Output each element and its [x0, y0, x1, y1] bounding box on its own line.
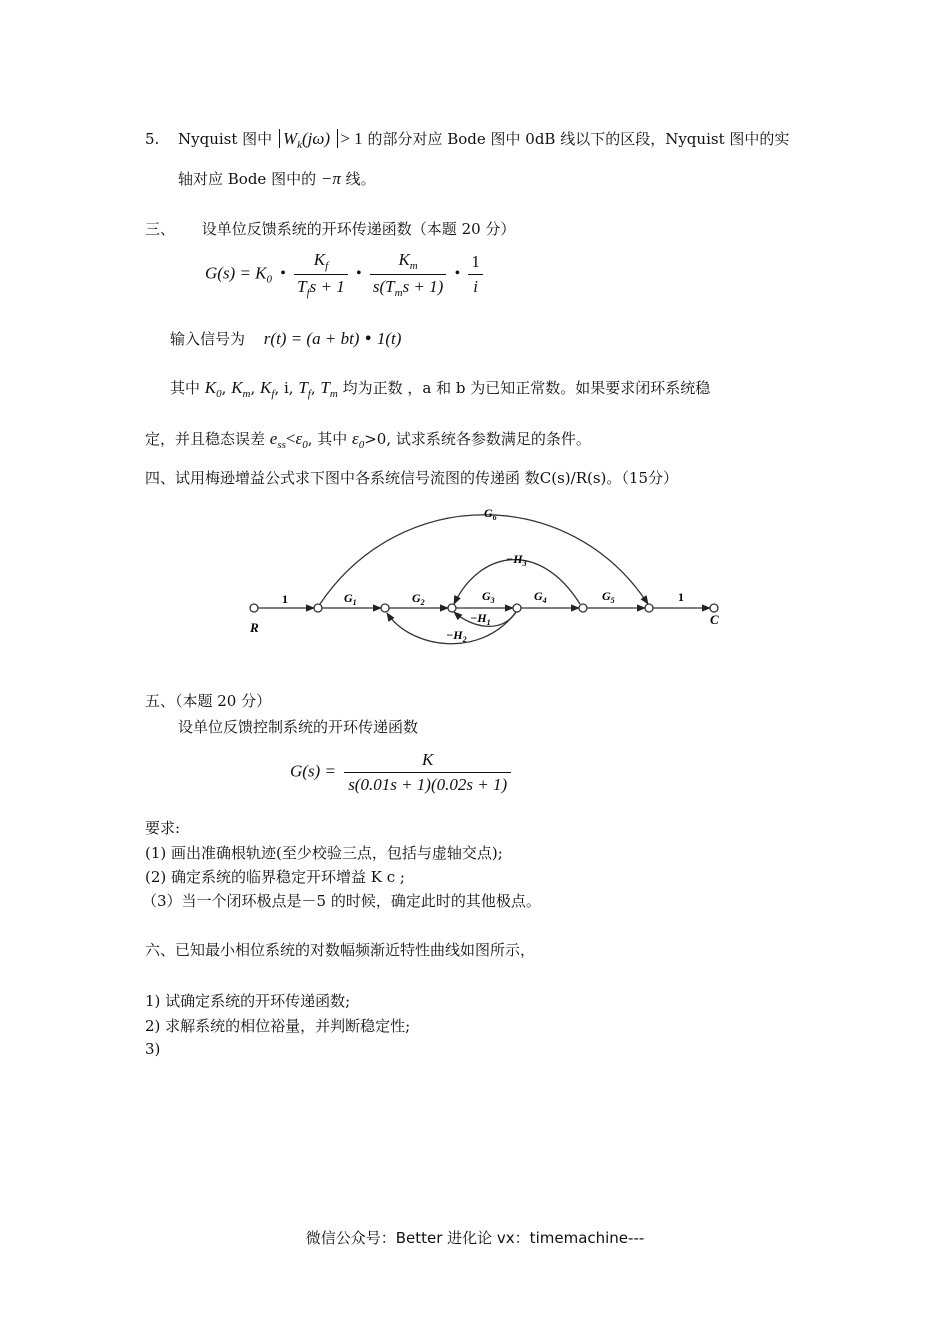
branch-H3: [454, 560, 580, 604]
node-2: [381, 604, 389, 612]
req-1: (1) 画出准确根轨迹(至少校验三点，包括与虚轴交点);: [145, 844, 503, 862]
label-G4: $G_4$: [534, 589, 547, 605]
req-2: (2) 确定系统的临界稳定开环增益 K c ;: [145, 868, 405, 886]
node-5: [579, 604, 587, 612]
section6-heading: 六、已知最小相位系统的对数幅频渐近特性曲线如图所示，: [145, 941, 536, 959]
conditions-line1: 其中 $K_0$, $K_m$, $K_f$, i, $T_f$, $T_m$ 均为正数 ，a 和 b 为已知正常数。如果要求闭环系统稳: [170, 378, 711, 400]
s6-item-3: 3): [145, 1040, 161, 1058]
item5-line1: [178, 128, 789, 151]
label-H3: $-H_3$: [506, 552, 527, 568]
node-1: [314, 604, 322, 612]
section5-equation: G(s) = $\frac{K}{s(0.01s + 1)(0.02s + 1)}$: [290, 750, 511, 795]
frac-km: $\frac{K_m}{s(T_ms + 1)}$: [370, 250, 446, 299]
input-signal: 输入信号为 r(t) = (a + bt) • 1(t): [170, 329, 402, 348]
node-6: [645, 604, 653, 612]
label-H1: $-H_1$: [470, 611, 491, 627]
req-3: （3）当一个闭环极点是－5 的时候，确定此时的其他极点。: [142, 892, 541, 910]
label-G1: $G_1$: [344, 591, 357, 607]
label-G2: $G_2$: [412, 591, 425, 607]
section5-heading: 五、（本题 20 分）: [145, 692, 272, 710]
label-C: C: [710, 612, 719, 627]
signal-flow-graph: [240, 500, 730, 650]
label-G6: $G_6$: [484, 506, 497, 522]
frac-1-over-i: $\frac{1}{i}$: [468, 252, 483, 297]
label-G5: $G_5$: [602, 589, 615, 605]
open-loop-tf-equation: $G(s) = K_0$ • $\frac{K_f}{T_fs + 1}$ • $\frac{K_m}{s(T_ms + 1)}$ • $\frac{1}{i}$: [205, 250, 483, 299]
conditions-line2: 定，并且稳态误差 $e_{ss}<\varepsilon_0$, 其中 $\varepsilon_0>0$, 试求系统各参数满足的条件。: [145, 429, 591, 451]
section5-requirements-label: 要求:: [145, 819, 181, 837]
item5-gt1: > 1: [340, 129, 363, 148]
footer-note: 微信公众号：Better 进化论 vx：timemachine---: [305, 1229, 645, 1247]
label-G3: $G_3$: [482, 589, 495, 605]
frac-kf: $\frac{K_f}{T_fs + 1}$: [294, 250, 348, 299]
item5-line2: 轴对应 Bode 图中的 −π 线。: [178, 169, 376, 188]
node-4: [513, 604, 521, 612]
section4-heading: 四、试用梅逊增益公式求下图中各系统信号流图的传递函 数C(s)/R(s)。（15分）: [145, 469, 678, 487]
section5-intro: 设单位反馈控制系统的开环传递函数: [178, 718, 419, 736]
s6-item-2: 2) 求解系统的相位裕量，并判断稳定性;: [145, 1017, 411, 1035]
label-1-left: 1: [282, 592, 288, 606]
node-R: [250, 604, 258, 612]
neg-pi: −π: [320, 169, 341, 188]
label-R: R: [250, 620, 259, 635]
label-1-right: 1: [678, 590, 684, 604]
label-H2: $-H_2$: [446, 628, 467, 644]
node-3: [448, 604, 456, 612]
section3-heading: 三、 设单位反馈系统的开环传递函数（本题 20 分）: [145, 220, 516, 238]
node-C: [710, 604, 718, 612]
item5-text-b: 的部分对应 Bode 图中 0dB 线以下的区段，Nyquist 图中的实: [367, 130, 790, 148]
item5-number: 5.: [145, 130, 160, 148]
item5-abs-expr: $W_k(j\omega)$: [279, 129, 338, 148]
item5-text-a: Nyquist 图中: [178, 130, 273, 148]
s6-item-1: 1) 试确定系统的开环传递函数;: [145, 992, 351, 1010]
